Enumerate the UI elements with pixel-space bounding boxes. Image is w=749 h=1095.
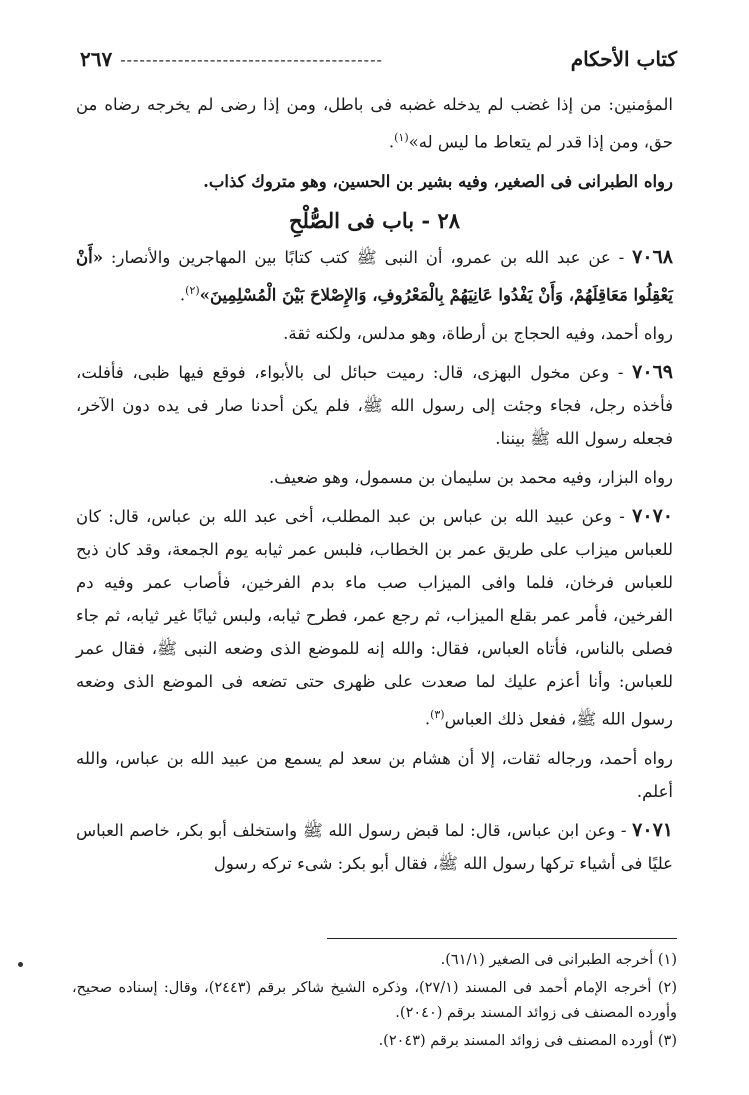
footnote-3: (٣) أورده المصنف فى زوائد المسند برقم (٢٠٤٣).	[378, 1033, 677, 1049]
footnote-1: (١) أخرجه الطبرانى فى الصغير (٦١/١).	[440, 952, 677, 968]
hadith-number: ٧٠٧١	[632, 818, 673, 841]
hadith-number: ٧٠٧٠	[632, 505, 673, 527]
hadith-7070: ٧٠٧٠ - وعن عبيد الله بن عباس بن عبد المطلب، أخى عبد الله بن عباس، قال: كان للعباس ميزاب على طريق عمر بن الخطاب، فلبس عمر ثيابه يوم الجمعة، وقد كان ذبح للعباس فرخان، فلما وافى الميزاب صب ماء بدم الفرخين، فأصاب عمر وفيه دم الفرخين، فأمر عمر بقلع الميزاب، ثم رجع عمر، فطرح ثيابه، ولبس ثيابًا غير ثيابه، ثم جاء فصلى بالناس، فأتاه العباس، فقال: والله إنه للموضع الذى وضعه النبى ﷺ، فقال عمر للعباس: وأنا أعزم عليك لما صعدت على ظهرى حتى تضعه فى الموضع الذى وضعه رسول الله ﷺ، ففعل ذلك العباس$^{(٣)}$.	[76, 505, 673, 729]
source-note: رواه البزار، وفيه محمد بن سليمان بن مسمول، وهو ضعيف.	[269, 468, 673, 487]
hadith-number: ٧٠٦٨	[632, 245, 673, 268]
footnote-ref-1: (١)	[394, 131, 409, 144]
footnotes	[72, 948, 677, 1057]
margin-dot	[18, 962, 23, 967]
header-rule: -----------------------------------------	[120, 49, 383, 69]
page-body	[76, 88, 673, 886]
continued-paragraph: المؤمنين: من إذا غضب لم يدخله غضبه فى باطل، ومن إذا رضى لم يخرجه رضاه من حق، ومن إذا قدر لم يتعاط ما ليس له»$^{(١)}$.	[76, 95, 673, 152]
hadith-7071: ٧٠٧١ - وعن ابن عباس، قال: لما قبض رسول الله ﷺ واستخلف أبو بكر، خاصم العباس عليًا فى أشياء تركها رسول الله ﷺ، فقال أبو بكر: شىء تركه رسول	[76, 818, 673, 873]
page-number: ٢٦٧	[80, 47, 113, 71]
chapter-heading: ٢٨ - باب فى الصُّلْحِ	[288, 207, 461, 233]
hadith-number: ٧٠٦٩	[632, 361, 673, 383]
footnote-2: (٢) أخرجه الإمام أحمد فى المسند (٢٧/١)، وذكره الشيخ شاكر برقم (٢٤٤٣)، وقال: إسناده صحيح، وأورده المصنف فى زوائد المسند برقم (٢٠٤٠).	[72, 980, 677, 1021]
hadith-7069: ٧٠٦٩ - وعن مخول البهزى، قال: رميت حبائل لى بالأبواء، فوقع فيها ظبى، فأفلت، فأخذه رجل، فجاء وجئت إلى رسول الله ﷺ، فلم يكن أحدنا صار فى يده دون الآخر، فجعله رسول الله ﷺ بيننا.	[76, 361, 673, 448]
footnote-ref-3: (٣)	[430, 708, 445, 721]
footnote-ref-2: (٢)	[185, 283, 200, 297]
hadith-7068: ٧٠٦٨ - عن عبد الله بن عمرو، أن النبى ﷺ كتب كتابًا بين المهاجرين والأنصار: «أَنْ يَعْقِلُوا مَعَاقِلَهُمْ، وَأَنْ يَفْدُوا عَانِيَهُمْ بِالْمَعْرُوفِ، وَالإِصْلاحَ بَيْنَ الْمُسْلِمِينَ»$^{(٢)}$.	[76, 245, 673, 304]
source-note: رواه أحمد، وفيه الحجاج بن أرطاة، وهو مدلس، ولكنه ثقة.	[283, 324, 673, 343]
footnote-divider	[327, 938, 677, 939]
hadith-quote: «أَنْ يَعْقِلُوا مَعَاقِلَهُمْ، وَأَنْ يَفْدُوا عَانِيَهُمْ بِالْمَعْرُوفِ، وَالإِصْلاحَ بَيْنَ الْمُسْلِمِينَ»	[76, 247, 673, 304]
page-header	[80, 44, 677, 74]
book-title: كتاب الأحكام	[570, 47, 677, 71]
source-note: رواه الطبرانى فى الصغير، وفيه بشير بن الحسين، وهو متروك كذاب.	[203, 171, 673, 191]
source-note: رواه أحمد، ورجاله ثقات، إلا أن هشام بن سعد لم يسمع من عبيد الله بن عباس، والله أعلم.	[76, 748, 673, 801]
